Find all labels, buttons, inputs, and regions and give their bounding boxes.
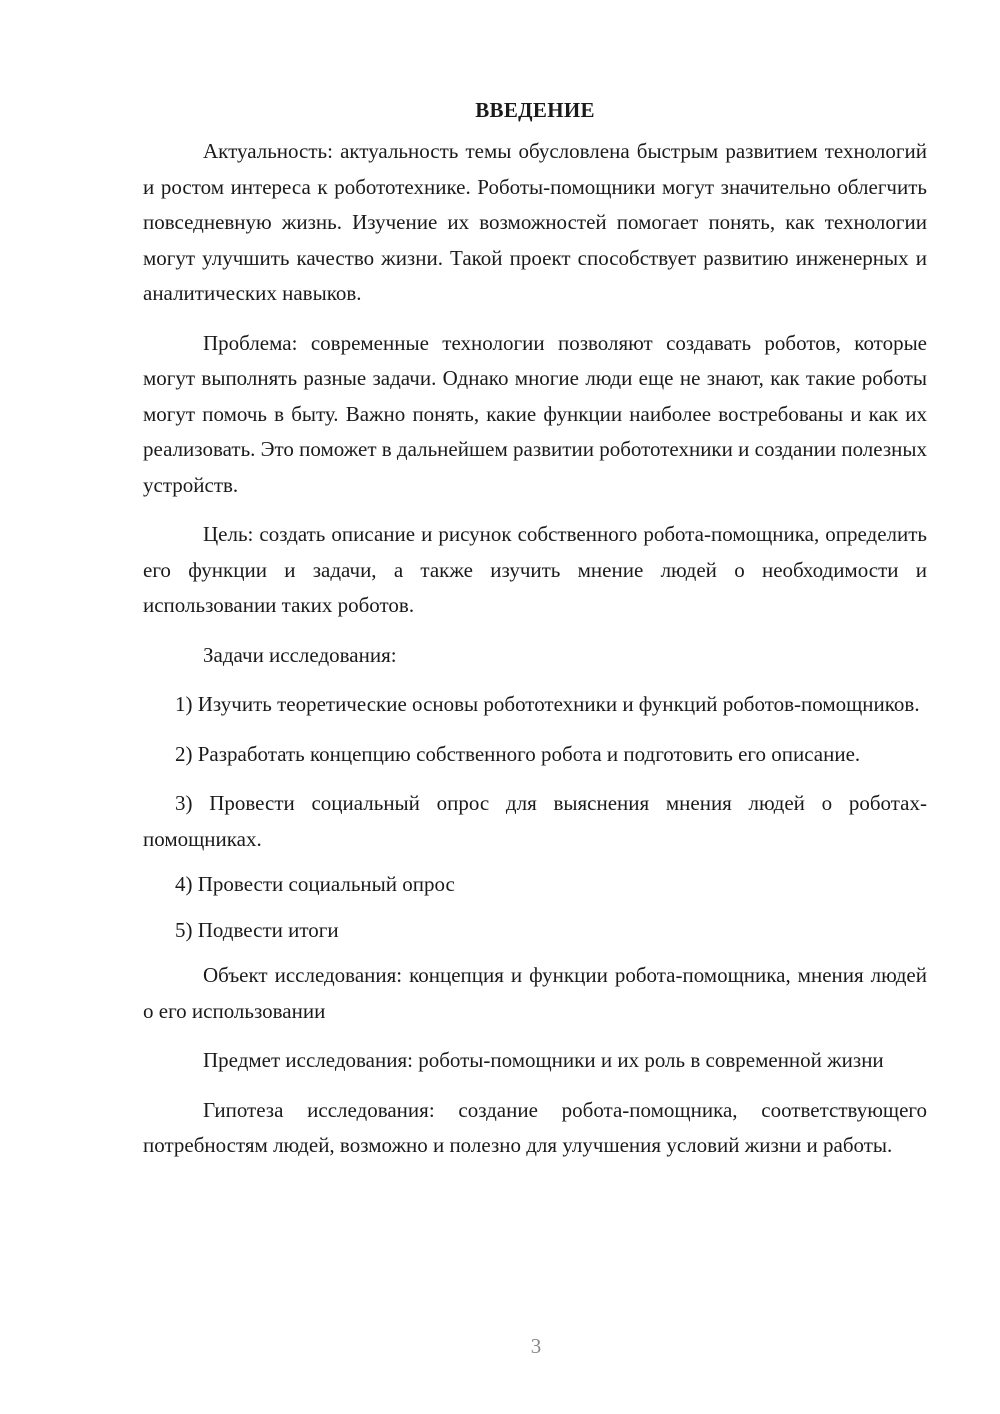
hypothesis-paragraph: Гипотеза исследования: создание робота-помощника, соответствующего потребностям людей, возможно и полезно для улучшения условий жизни и работы. bbox=[143, 1097, 927, 1157]
section-title: ВВЕДЕНИЕ bbox=[475, 98, 595, 122]
object-paragraph: Объект исследования: концепция и функции робота-помощника, мнения людей о его использовании bbox=[143, 963, 927, 1023]
relevance-paragraph: Актуальность: актуальность темы обусловлена быстрым развитием технологий и ростом интереса к робототехнике. Роботы-помощники могут значительно облегчить повседневную жизнь. Изучение их возможностей помогает понять, как технологии могут улучшить качество жизни. Такой проект способствует развитию инженерных и аналитических навыков. bbox=[143, 139, 927, 305]
task-item-3: 3) Провести социальный опрос для выяснения мнения людей о роботах-помощниках. bbox=[143, 791, 927, 851]
goal-paragraph: Цель: создать описание и рисунок собственного робота-помощника, определить его функции и задачи, а также изучить мнение людей о необходимости и использовании таких роботов. bbox=[143, 522, 927, 617]
page-content bbox=[143, 92, 927, 1164]
subject-paragraph: Предмет исследования: роботы-помощники и их роль в современной жизни bbox=[203, 1048, 884, 1072]
page-number: 3 bbox=[530, 1334, 542, 1358]
task-item-1: 1) Изучить теоретические основы робототехники и функций роботов-помощников. bbox=[175, 692, 920, 716]
problem-paragraph: Проблема: современные технологии позволяют создавать роботов, которые могут выполнять разные задачи. Однако многие люди еще не знают, как такие роботы могут помочь в быту. Важно понять, какие функции наиболее востребованы и как их реализовать. Это поможет в дальнейшем развитии робототехники и создании полезных устройств. bbox=[143, 330, 927, 497]
task-item-2: 2) Разработать концепцию собственного робота и подготовить его описание. bbox=[175, 741, 861, 766]
task-item-4: 4) Провести социальный опрос bbox=[175, 872, 455, 896]
task-item-5: 5) Подвести итоги bbox=[175, 917, 339, 942]
tasks-heading: Задачи исследования: bbox=[203, 642, 397, 667]
